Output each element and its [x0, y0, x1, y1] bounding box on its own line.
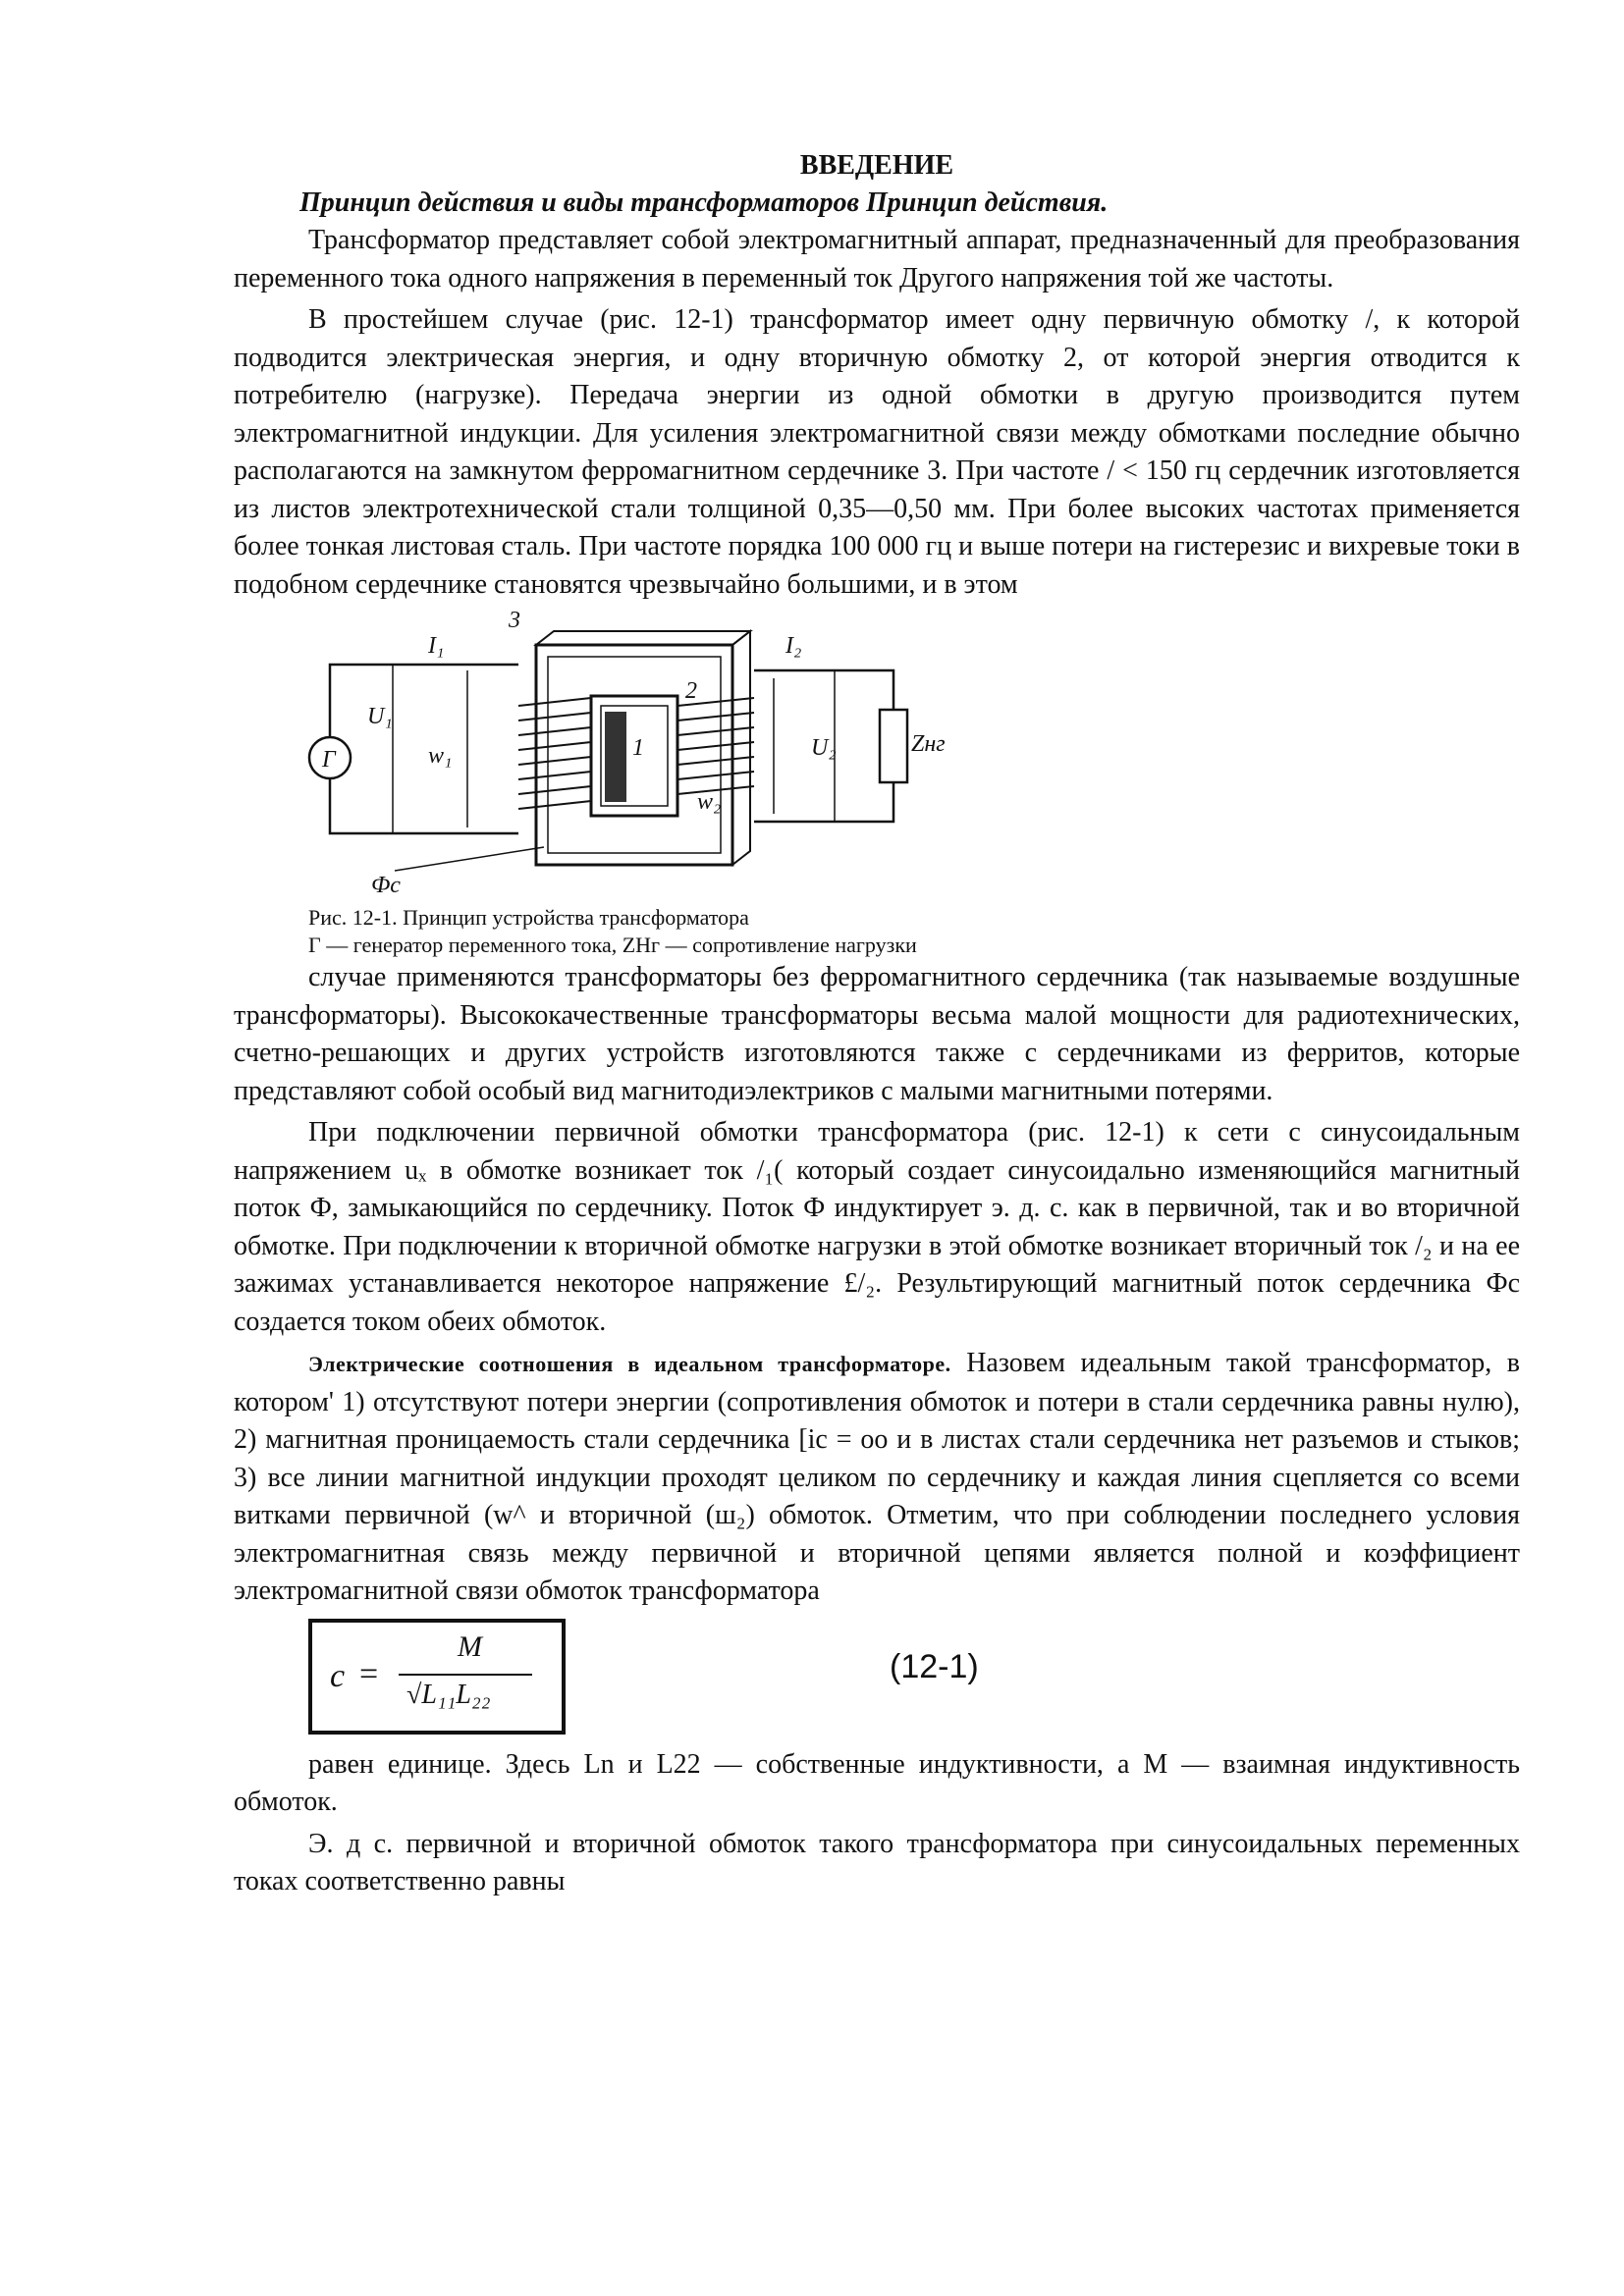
- page-title: ВВЕДЕНИЕ: [799, 150, 954, 181]
- label-core: 3: [509, 608, 520, 633]
- label-generator: Г: [322, 747, 336, 773]
- transformer-diagram: [300, 608, 968, 902]
- formula-numerator: M: [458, 1629, 482, 1663]
- paragraph-3: случае применяются трансформаторы без ферромагнитного сердечника (так называемые воздушные трансформаторы). Высококачественные трансформаторы весьма малой мощности для радиотехнических, счетно-решающих и других устройств изготовляются также с сердечниками из ферритов, которые представляют собой особый вид магнитодиэлектриков с малыми магнитными потерями.: [234, 962, 1520, 1106]
- label-u2: U₂: [811, 735, 837, 761]
- paragraph-5: [234, 1345, 1520, 1611]
- paragraph-5-lead: Электрические соотношения в идеальном трансформаторе.: [308, 1352, 951, 1376]
- formula-number: (12-1): [890, 1647, 979, 1685]
- paragraph-7: Э. д с. первичной и вторичной обмоток такого трансформатора при синусоидальных переменных токах соответственно равны: [234, 1828, 1520, 1896]
- label-w2: w₂: [697, 789, 722, 815]
- paragraph-6: равен единице. Здесь Ln и L22 — собственные индуктивности, а M — взаимная индуктивность обмоток.: [234, 1748, 1520, 1817]
- paragraph-5-body: Назовем идеальным такой трансформатор, в котором' 1) отсутствуют потери энергии (сопротивления обмоток и потери в стали сердечника равны нулю), 2) магнитная проницаемость стали сердечника [iс = оо и в листах стали сердечника нет разъемов и стыков; 3) все линии магнитной индукции проходят целиком по сердечнику и каждая линия сцепляется со всеми витками первичной (w^ и вторичной (ш₂) обмоток. Отметим, что при соблюдении последнего условия электромагнитная связь между первичной и вторичной цепями является полной и коэффициент электромагнитной связи обмоток трансформатора: [234, 1348, 1520, 1606]
- paragraph-4: При подключении первичной обмотки трансформатора (рис. 12-1) к сети с синусоидальным напряжением uₓ в обмотке возникает ток /₁( который создает синусоидально изменяющийся магнитный поток Ф, замыкающийся по сердечнику. Поток Ф индуктирует э. д. с. как в первичной, так и во вторичной обмотке. При подключении к вторичной обмотке нагрузки в этой обмотке возникает вторичный ток /₂ и на ее зажимах устанавливается некоторое напряжение £/₂. Результирующий магнитный поток сердечника Фс создается током обеих обмоток.: [234, 1117, 1520, 1337]
- paragraph-1: Трансформатор представляет собой электромагнитный аппарат, предназначенный для преобразования переменного тока одного напряжения в переменный ток Другого напряжения той же частоты.: [234, 225, 1520, 294]
- document-page: [234, 147, 1520, 1901]
- label-i1: I₁: [428, 633, 445, 659]
- label-i2: I₂: [785, 633, 802, 659]
- formula-equals: =: [359, 1655, 379, 1692]
- figure-caption-legend: Г — генератор переменного тока, ZНг — сопротивление нагрузки: [308, 933, 917, 957]
- label-winding-2: 2: [685, 678, 697, 704]
- section-subtitle: Принцип действия и виды трансформаторов Принцип действия.: [299, 187, 1109, 218]
- paragraph-2: В простейшем случае (рис. 12-1) трансформатор имеет одну первичную обмотку /, к которой подводится электрическая энергия, и одну вторичную обмотку 2, от которой энергия отводится к потребителю (нагрузке). Передача энергии из одной обмотки в другую производится путем электромагнитной индукции. Для усиления электромагнитной связи между обмотками последние обычно располагаются на замкнутом ферромагнитном сердечнике 3. При частоте / < 150 гц сердечник изготовляется из листов электротехнической стали толщиной 0,35—0,50 мм. При более высоких частотах применяется более тонкая листовая сталь. При частоте порядка 100 000 гц и выше потери на гистерезис и вихревые токи в подобном сердечнике становятся чрезвычайно большими, и в этом: [234, 304, 1520, 600]
- formula-denominator: √L₁₁L₂₂: [406, 1679, 491, 1710]
- label-flux: Фc: [371, 873, 401, 898]
- formula-box: [308, 1619, 566, 1735]
- formula-12-1: [234, 1619, 1520, 1746]
- label-load: Zнг: [911, 731, 946, 757]
- formula-fraction-bar: [399, 1674, 532, 1676]
- figure-caption: Рис. 12-1. Принцип устройства трансформатора: [308, 905, 749, 930]
- label-w1: w₁: [428, 743, 453, 769]
- formula-lhs: c: [330, 1657, 346, 1694]
- label-u1: U₁: [367, 704, 393, 729]
- transformer-figure: [234, 608, 1520, 904]
- label-winding-1: 1: [632, 735, 644, 761]
